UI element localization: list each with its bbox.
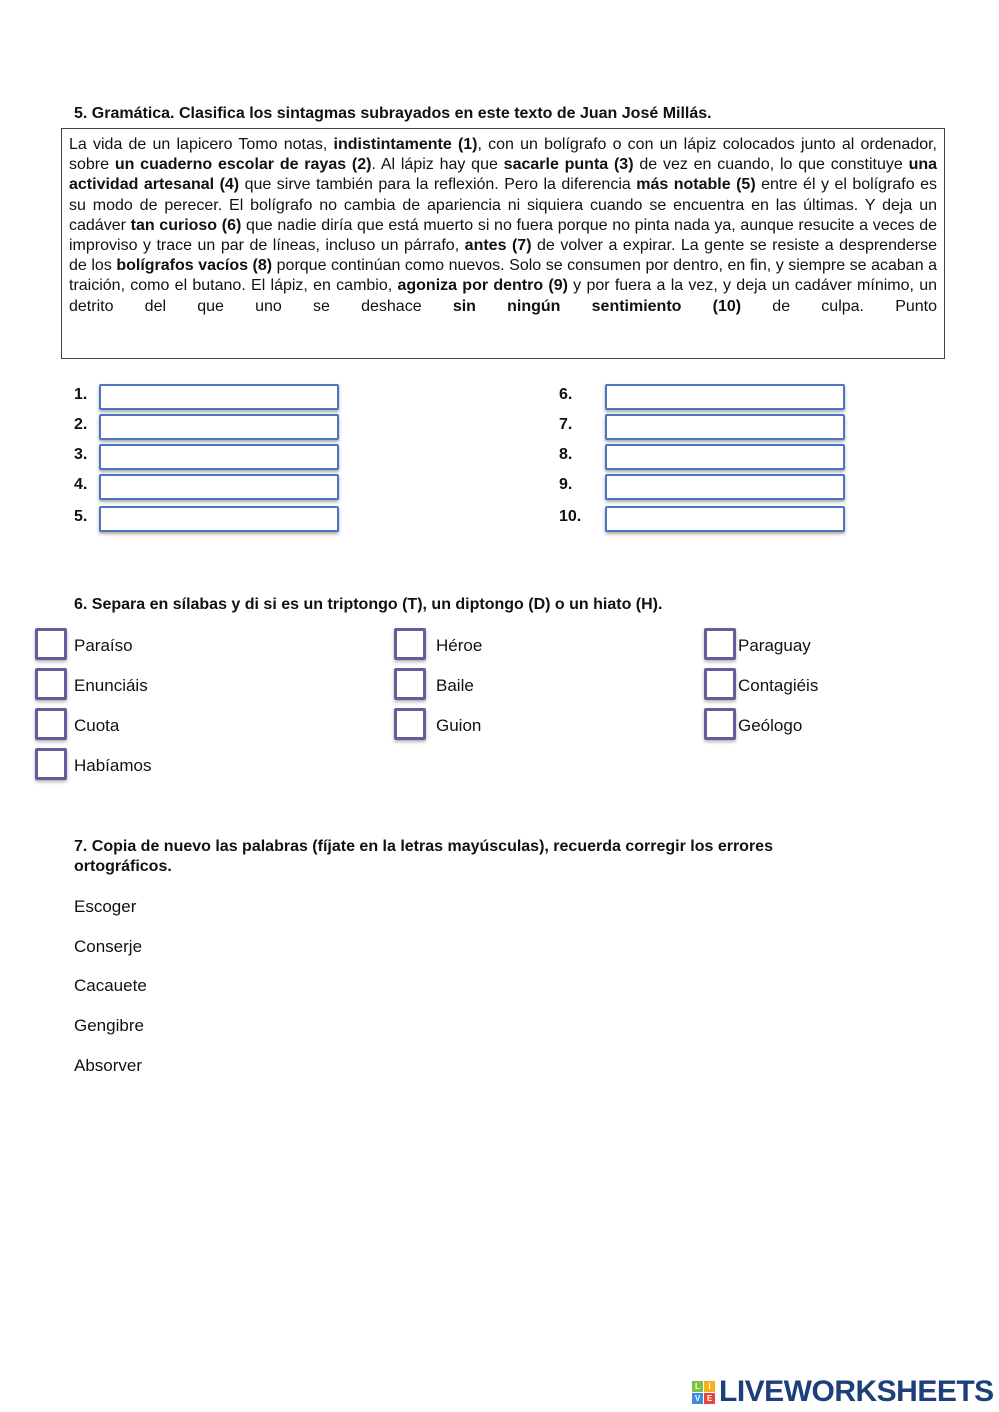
target-phrase: indistintamente (1): [333, 136, 478, 153]
answer-field-4[interactable]: [99, 474, 339, 500]
spelling-word: Gengibre: [74, 1016, 144, 1036]
answer-number: 4.: [74, 476, 88, 493]
answer-box[interactable]: [394, 708, 426, 740]
answer-number: 2.: [74, 416, 88, 433]
text-segment: . Al lápiz hay que: [371, 156, 504, 174]
spelling-word: Escoger: [74, 897, 137, 916]
liveworksheets-logo: [692, 1375, 994, 1409]
answer-field-3[interactable]: [99, 444, 339, 470]
answer-box[interactable]: [704, 708, 736, 740]
answer-box[interactable]: [394, 628, 426, 660]
target-phrase: agoniza por dentro (9): [397, 277, 568, 295]
target-phrase: antes (7): [464, 237, 532, 255]
answer-number: 7.: [559, 416, 573, 433]
answer-field-8[interactable]: [605, 444, 845, 470]
logo-letter: E: [704, 1393, 715, 1404]
logo-text: LIVEWORKSHEETS: [719, 1375, 994, 1408]
spelling-word: Cacauete: [74, 976, 147, 996]
syllable-word: Geólogo: [738, 716, 803, 735]
answer-box[interactable]: [394, 668, 426, 700]
text-segment: entre él y el bolígrafo es su modo de perecer. El bolígrafo no cambia de apariencia ni siquiera cuando se encuentra en las últimas. Y deja un cadáver: [69, 176, 937, 234]
syllable-word: Baile: [436, 676, 474, 695]
answer-field-2[interactable]: [99, 414, 339, 440]
answer-number: 9.: [559, 476, 573, 493]
syllable-word: Guion: [436, 716, 482, 735]
section7-title-line1: 7. Copia de nuevo las palabras (fíjate en la letras mayúsculas), recuerda corregir los errores: [74, 838, 773, 855]
answer-number: 5.: [74, 508, 88, 525]
text-segment: de volver a expirar. La gente se resiste a desprenderse de los: [69, 237, 938, 275]
text-segment: , con un bolígrafo o con un lápiz colocados junto al ordenador, sobre: [69, 136, 938, 174]
syllable-word: Cuota: [74, 716, 120, 735]
answer-box[interactable]: [35, 748, 67, 780]
target-phrase: sacarle punta (3): [503, 156, 634, 174]
spelling-word: Absorver: [74, 1055, 143, 1075]
reading-text-box: [61, 128, 945, 359]
section7-title: [74, 837, 773, 877]
answer-number: 6.: [559, 386, 573, 403]
answer-box[interactable]: [704, 628, 736, 660]
syllable-word: Habíamos: [74, 756, 152, 775]
answer-box[interactable]: [35, 628, 67, 660]
answer-field-9[interactable]: [605, 474, 845, 500]
logo-letter: L: [692, 1381, 703, 1392]
section6-title: 6. Separa en sílabas y di si es un triptongo (T), un diptongo (D) o un hiato (H).: [74, 596, 663, 613]
answer-box[interactable]: [35, 708, 67, 740]
answer-number: 3.: [74, 446, 88, 463]
logo-icon: [692, 1381, 715, 1404]
syllable-word: Paraíso: [74, 636, 133, 655]
logo-letter: V: [692, 1393, 703, 1404]
text-segment: de vez en cuando, lo que constituye: [633, 156, 909, 174]
target-phrase: más notable (5): [636, 176, 756, 194]
answer-field-7[interactable]: [605, 414, 845, 440]
answer-box[interactable]: [704, 668, 736, 700]
answer-field-6[interactable]: [605, 384, 845, 410]
section5-title: 5. Gramática. Clasifica los sintagmas subrayados en este texto de Juan José Millás.: [74, 105, 712, 122]
answer-number: 1.: [74, 386, 88, 403]
answer-box[interactable]: [35, 668, 67, 700]
text-segment: de culpa. Punto: [741, 297, 938, 315]
text-segment: que nadie diría que está muerto si no fuera porque no pinta nada ya, aunque resucite a veces de improviso y trace un par de líneas, incluso un párrafo,: [69, 216, 938, 255]
answer-field-10[interactable]: [605, 506, 845, 532]
logo-letter: I: [704, 1381, 715, 1392]
syllable-word: Contagiéis: [738, 676, 819, 695]
text-segment: La vida de un lapicero Tomo notas,: [69, 136, 334, 153]
text-segment: que sirve también para la reflexión. Pero la diferencia: [239, 176, 637, 194]
section7-title-line2: ortográficos.: [74, 858, 172, 875]
answer-number: 8.: [559, 446, 573, 463]
answer-field-5[interactable]: [99, 506, 339, 532]
syllable-word: Héroe: [436, 636, 483, 655]
target-phrase: una actividad artesanal (4): [69, 156, 938, 194]
target-phrase: bolígrafos vacíos (8): [116, 257, 273, 275]
syllable-word: Paraguay: [738, 636, 811, 655]
text-segment: porque continúan como nuevos. Solo se consumen por dentro, en fin, y siempre se acaban a traición, como el butano. El lápiz, en cambio,: [69, 257, 938, 295]
answer-number: 10.: [559, 508, 582, 525]
target-phrase: tan curioso (6): [130, 216, 242, 234]
target-phrase: un cuaderno escolar de rayas (2): [114, 156, 372, 174]
text-segment: y por fuera a la vez, y deja un cadáver mínimo, un detrito del que uno se deshace: [69, 277, 938, 315]
syllable-word: Enunciáis: [74, 676, 148, 695]
target-phrase: sin ningún sentimiento (10): [452, 297, 742, 315]
spelling-word: Conserje: [74, 936, 143, 956]
answer-field-1[interactable]: [99, 384, 339, 410]
